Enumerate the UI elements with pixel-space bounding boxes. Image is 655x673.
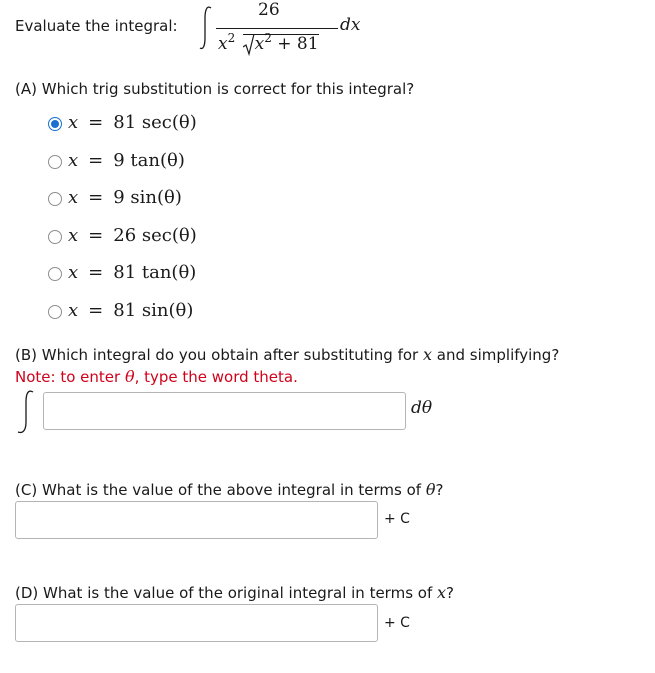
part-d-answer-input[interactable] [15,604,378,642]
option-radio-1[interactable] [48,155,62,169]
fraction-bar [216,28,338,29]
part-b-question: (B) Which integral do you obtain after substituting for x and simplifying? [15,345,560,364]
integral-prompt: Evaluate the integral: [15,17,178,35]
option-radio-3[interactable] [48,230,62,244]
part-c-answer-input[interactable] [15,501,378,539]
part-c-suffix: + C [384,511,410,527]
option-label-0[interactable]: x = 81 sec(θ) [68,112,197,133]
part-a-question: (A) Which trig substitution is correct for this integral? [15,80,415,98]
integral-sign-icon [15,388,37,436]
integral-numerator: 26 [258,0,280,20]
option-radio-0[interactable] [48,117,62,131]
option-label-3[interactable]: x = 26 sec(θ) [68,224,197,246]
integral-expression [198,0,368,60]
option-label-5[interactable]: x = 81 sin(θ) [68,299,194,321]
integral-differential: dx [340,15,361,35]
option-radio-5[interactable] [48,305,62,319]
part-b-suffix: dθ [411,398,433,418]
option-label-4[interactable]: x = 81 tan(θ) [68,262,197,283]
sqrt-icon [243,34,255,56]
part-d-question: (D) What is the value of the original integral in terms of x? [15,583,454,602]
option-label-2[interactable]: x = 9 sin(θ) [68,187,182,208]
part-b-note: Note: to enter θ, type the word theta. [15,367,298,386]
part-d-suffix: + C [384,615,410,631]
integral-sign-icon [198,4,214,52]
option-radio-4[interactable] [48,267,62,281]
part-b-integral-input[interactable] [43,392,406,430]
part-c-question: (C) What is the value of the above integral in terms of θ? [15,480,444,499]
option-radio-2[interactable] [48,192,62,206]
option-label-1[interactable]: x = 9 tan(θ) [68,149,185,171]
integral-denominator: $x^2$ $x^2 + 81$ [218,31,319,54]
